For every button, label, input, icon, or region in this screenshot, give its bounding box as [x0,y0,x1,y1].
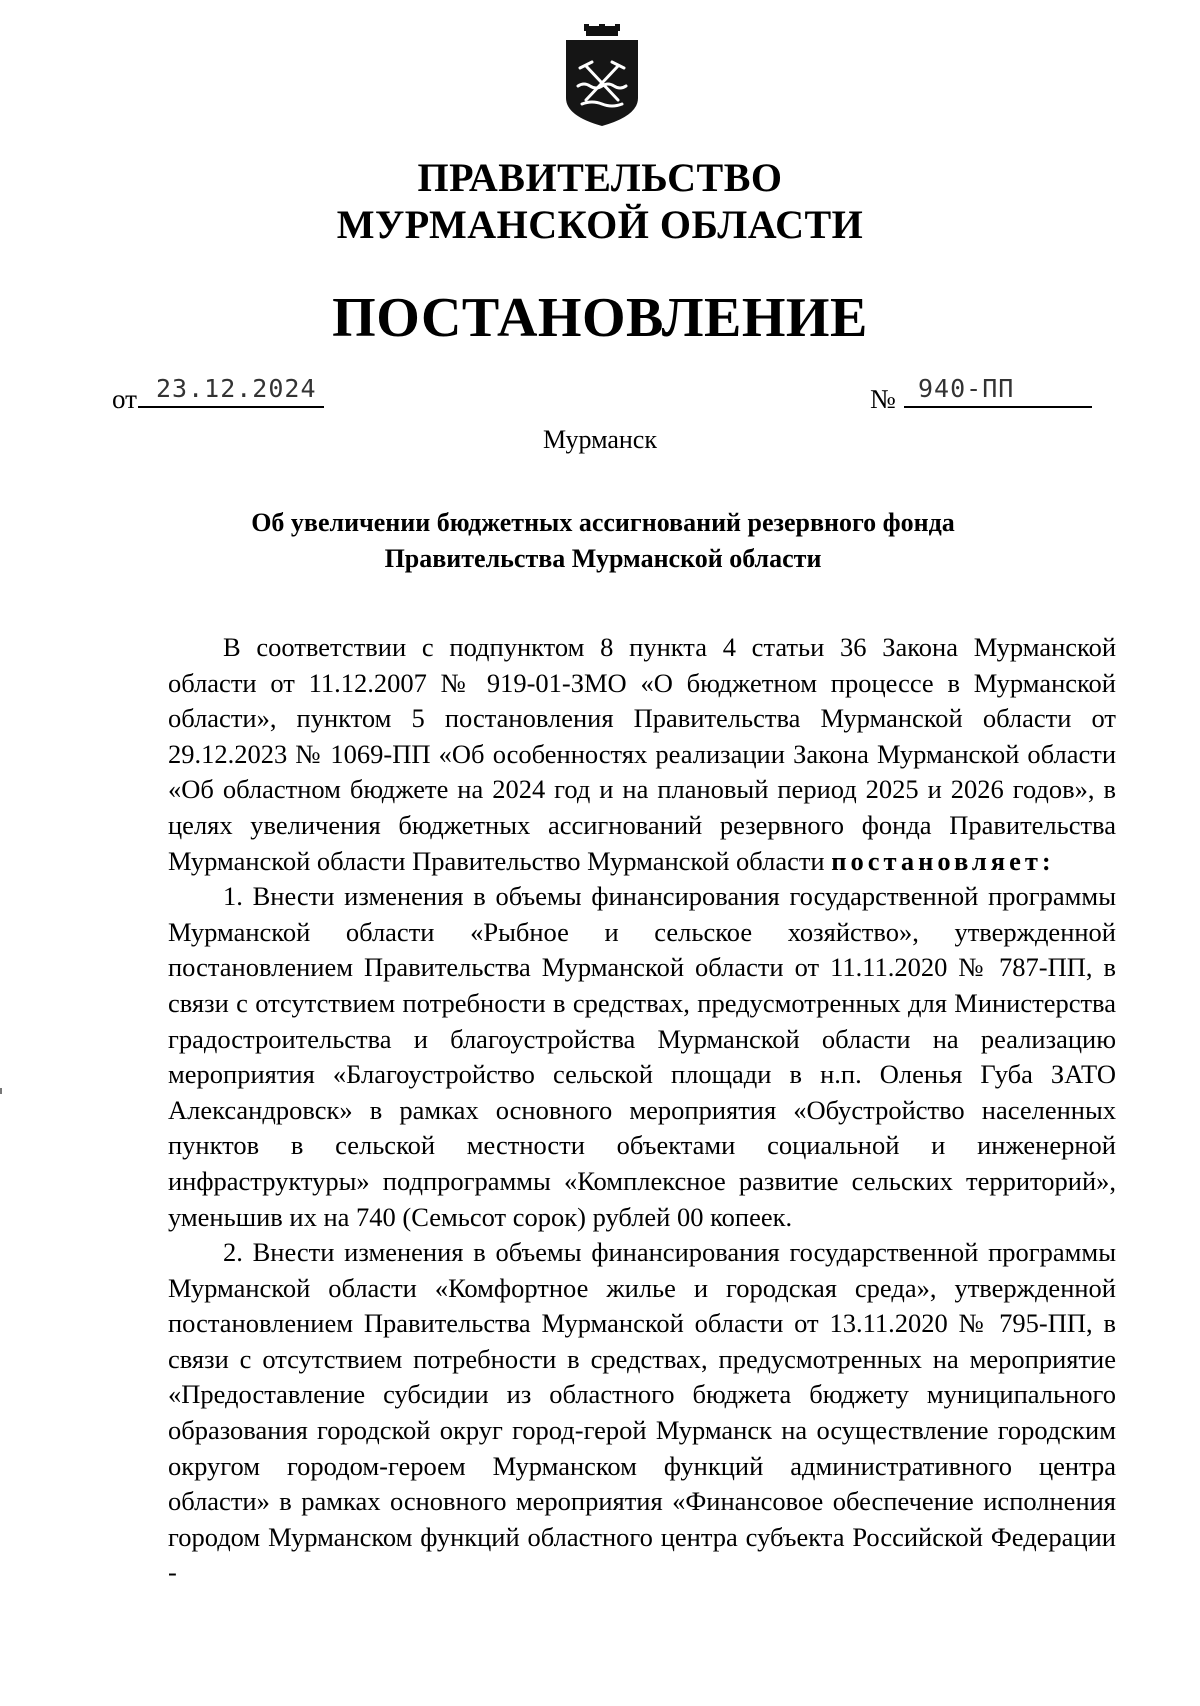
scan-edge-mark [0,1088,2,1094]
document-number: 940-ПП [904,374,1092,408]
document-body [168,630,1116,1591]
organization-name-line1: ПРАВИТЕЛЬСТВО [417,155,783,200]
document-title-line2: Правительства Мурманской области [384,544,822,573]
document-title [160,505,1046,577]
document-title-line1: Об увеличении бюджетных ассигнований резервного фонда [251,508,955,537]
preamble-text: В соответствии с подпунктом 8 пункта 4 статьи 36 Закона Мурманской области от 11.12.2007 № 919-01-ЗМО «О бюджетном процессе в Мурманской области», пунктом 5 постановления Правительства Мурманской области от 29.12.2023 № 1069-ПП «Об особенностях реализации Закона Мурманской области «Об областном бюджете на 2024 год и на плановый период 2025 и 2026 годов», в целях увеличения бюджетных ассигнований резервного фонда Правительства Мурманской области Правительство Мурманской области [168,632,1116,876]
city-name: Мурманск [543,425,657,454]
preamble-paragraph [168,630,1116,879]
date-label: от [112,384,137,414]
item-1-paragraph: 1. Внести изменения в объемы финансирования государственной программы Мурманской области «Рыбное и сельское хозяйство», утвержденной постановлением Правительства Мурманской области от 11.11.2020 № 787-ПП, в связи с отсутствием потребности в средствах, предусмотренных для Министерства градостроительства и благоустройства Мурманской области на реализацию мероприятия «Благоустройство сельской площади в н.п. Оленья Губа ЗАТО Александровск» в рамках основного мероприятия «Обустройство населенных пунктов в сельской местности объектами социальной и инженерной инфраструктуры» подпрограммы «Комплексное развитие сельских территорий», уменьшив их на 740 (Семьсот сорок) рублей 00 копеек. [168,881,1116,1232]
coat-of-arms-icon [560,24,644,128]
number-label: № [870,384,896,414]
document-date: 23.12.2024 [138,374,324,408]
document-type-title: ПОСТАНОВЛЕНИЕ [332,287,868,349]
organization-name-line2: МУРМАНСКОЙ ОБЛАСТИ [336,202,864,247]
item-2-paragraph: 2. Внести изменения в объемы финансирования государственной программы Мурманской области «Комфортное жилье и городская среда», утвержденной постановлением Правительства Мурманской области от 13.11.2020 № 795-ПП, в связи с отсутствием потребности в средствах, предусмотренных на мероприятие «Предоставление субсидии из областного бюджета бюджету муниципального образования городской округ город-герой Мурманск на осуществление городским округом городом-героем Мурманском функций административного центра области» в рамках основного мероприятия «Финансовое обеспечение исполнения городом Мурманском функций областного центра субъекта Российской Федерации - [168,1237,1116,1588]
decree-word: постановляет: [831,845,1055,876]
